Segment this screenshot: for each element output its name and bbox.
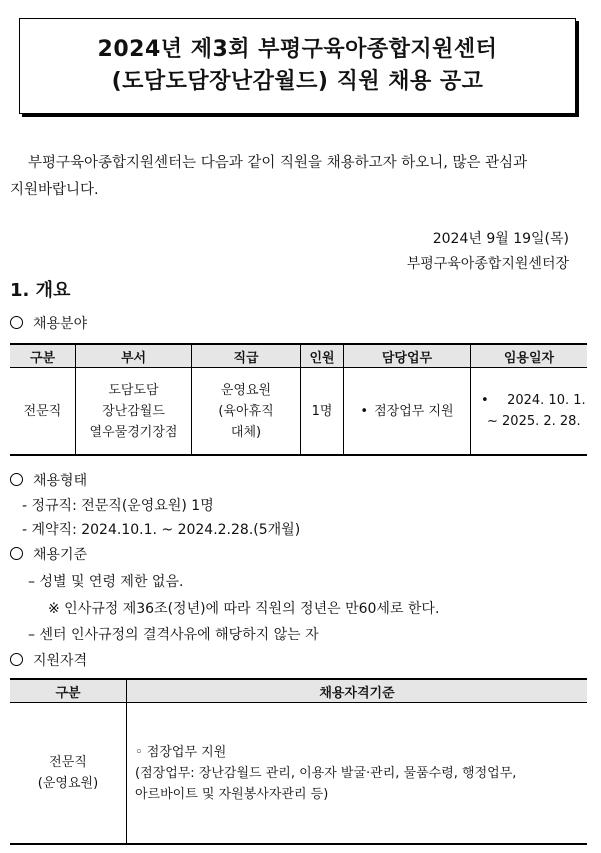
header-type: 구분	[10, 344, 76, 368]
dept-line-1: 도담도담	[108, 382, 159, 398]
type-line-2: (운영요원)	[37, 776, 99, 791]
bullet-icon: •	[481, 393, 489, 408]
header-dept: 부서	[76, 344, 192, 368]
employment-line-1: - 정규직: 전문직(운영요원) 1명	[22, 498, 214, 514]
bullet-icon: •	[360, 403, 369, 419]
type-line-1: 전문직	[49, 755, 87, 770]
recruitment-field-table	[10, 343, 587, 456]
employment-heading	[10, 470, 87, 490]
cell-type: 전문직	[10, 368, 76, 456]
issuing-organization: 부평구육아종합지원센터장	[406, 256, 569, 272]
table-row	[10, 368, 587, 456]
criteria-line-1: – 성별 및 연령 제한 없음.	[28, 574, 184, 590]
table-header-row	[10, 344, 587, 368]
criteria-note: ※ 인사규정 제36조(정년)에 따라 직원의 정년은 만60세로 한다.	[48, 601, 440, 617]
cell-dept	[76, 368, 192, 456]
criteria-line-2: – 센터 인사규정의 결격사유에 해당하지 않는 자	[28, 627, 319, 643]
field-label: 채용분야	[33, 316, 88, 332]
rank-line-1: 운영요원	[220, 382, 272, 398]
announcement-date: 2024년 9월 19일(목)	[432, 231, 569, 247]
cell-criteria	[127, 703, 588, 845]
header-count: 인원	[301, 344, 344, 368]
employment-line-2: - 계약직: 2024.10.1. ~ 2024.2.28.(5개월)	[22, 522, 301, 538]
table-header-row	[10, 679, 587, 703]
header-rank: 직급	[192, 344, 301, 368]
circle-bullet-icon	[10, 473, 23, 486]
header-type: 구분	[10, 679, 127, 703]
cell-rank	[192, 368, 301, 456]
rank-line-3: 대체)	[230, 424, 262, 440]
qualification-table	[10, 678, 587, 845]
table-row	[10, 703, 587, 845]
title-line-1: 2024년 제3회 부평구육아종합지원센터	[97, 37, 498, 62]
period-start: 2024. 10. 1.	[507, 393, 586, 408]
cell-duty	[344, 368, 471, 456]
period-end: ~ 2025. 2. 28.	[487, 414, 581, 429]
qualification-label: 지원자격	[33, 653, 88, 669]
dept-line-2: 장난감월드	[102, 403, 165, 419]
dept-line-3: 열우물경기장점	[89, 424, 178, 440]
circle-bullet-icon	[10, 547, 23, 560]
duty-text: 점장업무 지원	[374, 403, 454, 419]
criteria-detail-1: (점장업무: 장난감월드 관리, 이용자 발굴·관리, 물품수령, 행정업무,	[135, 765, 517, 781]
qualification-heading	[10, 650, 87, 670]
intro-line-2: 지원바랍니다.	[10, 182, 99, 198]
header-period: 임용일자	[471, 344, 588, 368]
circle-bullet-icon	[10, 316, 23, 329]
intro-line-1: 부평구육아종합지원센터는 다음과 같이 직원을 채용하고자 하오니, 많은 관심과	[28, 155, 528, 171]
rank-line-2: (육아휴직	[218, 403, 274, 419]
circle-bullet-icon	[10, 653, 23, 666]
title-line-2: (도담도담장난감월드) 직원 채용 공고	[111, 69, 484, 94]
cell-count: 1명	[301, 368, 344, 456]
header-duty: 담당업무	[344, 344, 471, 368]
criteria-label: 채용기준	[33, 547, 88, 563]
period-line-1	[481, 390, 587, 411]
intro-paragraph	[10, 150, 570, 204]
header-criteria: 채용자격기준	[127, 679, 588, 703]
field-heading	[10, 313, 87, 333]
cell-period	[471, 368, 588, 456]
criteria-item: ◦ 점장업무 지원	[135, 744, 227, 760]
cell-type	[10, 703, 127, 845]
criteria-detail-2: 아르바이트 및 자원봉사자관리 등)	[135, 786, 329, 802]
criteria-heading	[10, 544, 87, 564]
employment-label: 채용형태	[33, 473, 88, 489]
title-box	[19, 18, 576, 114]
section-heading-overview: 1. 개요	[10, 280, 71, 301]
